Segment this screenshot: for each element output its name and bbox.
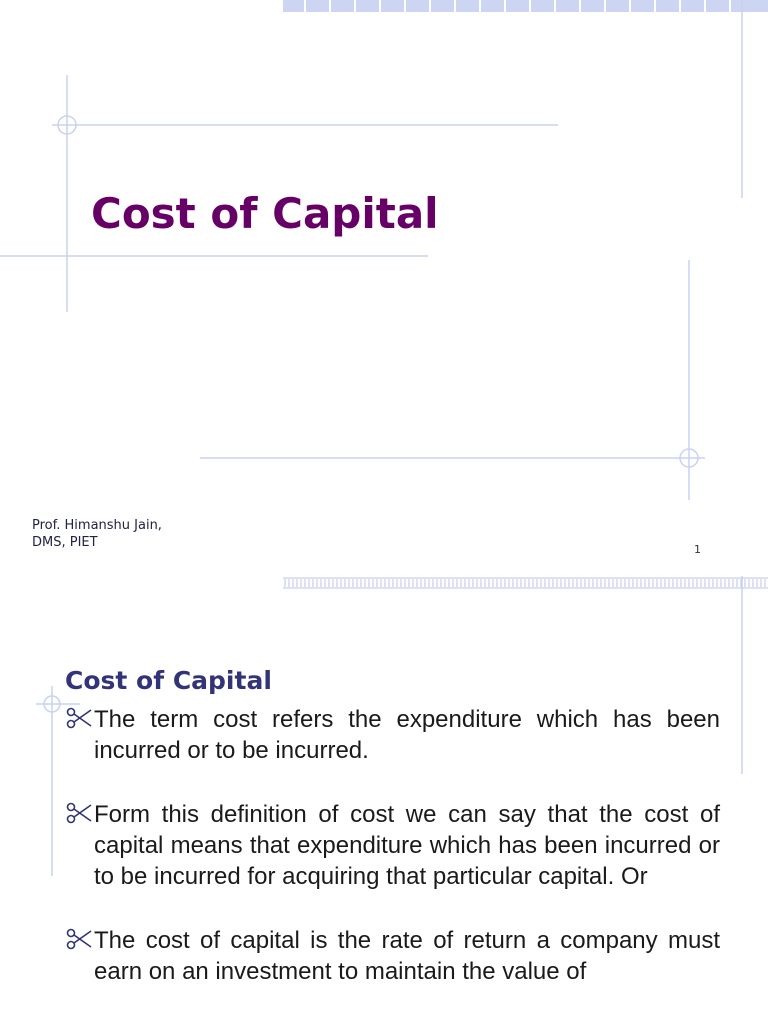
- author-name: Prof. Himanshu Jain,: [32, 518, 162, 533]
- content-slide: [0, 576, 768, 1024]
- bullet-list: [66, 704, 720, 1020]
- scissors-icon: [66, 802, 92, 824]
- list-item: [66, 799, 720, 892]
- bullet-text: The cost of capital is the rate of return a company must earn on an investment to maintain the value of: [94, 927, 720, 985]
- scissors-icon: [66, 928, 92, 950]
- author-block: [32, 517, 162, 551]
- list-item: [66, 704, 720, 766]
- bullet-text: The term cost refers the expenditure which has been incurred or to be incurred.: [94, 706, 720, 764]
- page-number: 1: [694, 543, 701, 556]
- bullet-text: Form this definition of cost we can say that the cost of capital means that expenditure which has been incurred or to be incurred for acquiring that particular capital. Or: [94, 801, 720, 890]
- slide-heading: Cost of Capital: [65, 666, 272, 695]
- scissors-icon: [66, 707, 92, 729]
- slide-title: Cost of Capital: [91, 189, 439, 238]
- list-item: [66, 925, 720, 987]
- author-affiliation: DMS, PIET: [32, 535, 98, 550]
